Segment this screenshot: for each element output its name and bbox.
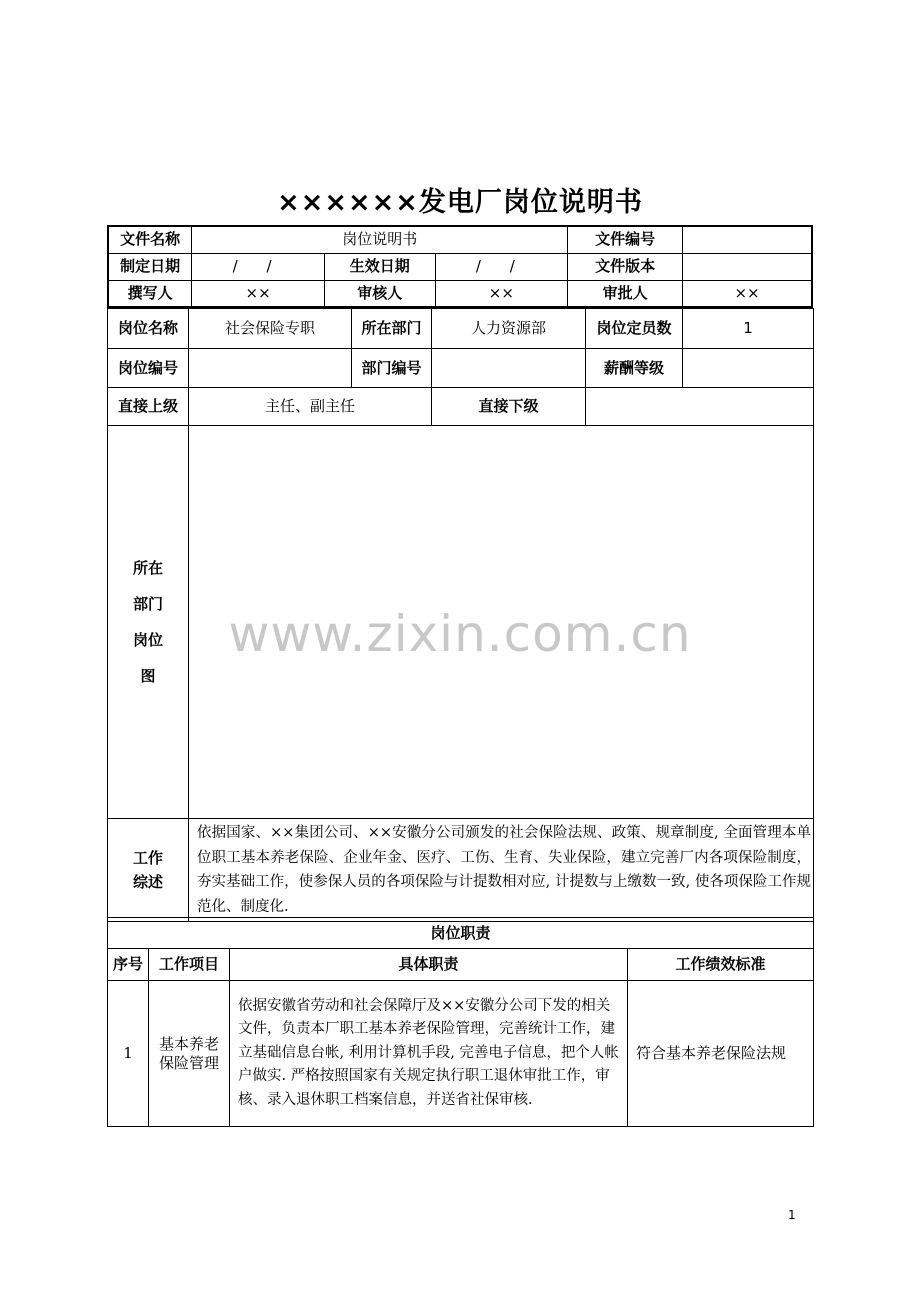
position-code-label: 岗位编号 (108, 349, 189, 388)
summary-text: 依据国家、××集团公司、××安徽分公司颁发的社会保险法规、政策、规章制度, 全面管理本单位职工基本养老保险、企业年金、医疗、工伤、生育、失业保险，建立完善厂内各项保险制度，夯实基础工作，使参保人员的各项保险与计提数相对应, 计提数与上缴数一致, 使各项保险工作规范化、制度化. (189, 819, 814, 922)
subordinate-value (586, 388, 814, 426)
salary-value (683, 349, 814, 388)
org-chart-label-line: 部门 (132, 595, 163, 613)
duties-table (107, 917, 814, 1127)
col-header-item: 工作项目 (149, 949, 230, 981)
row-item: 基本养老保险管理 (149, 981, 230, 1127)
effective-date-value: / / (435, 253, 568, 280)
org-chart-label-line: 岗位 (132, 631, 163, 649)
position-name-value: 社会保险专职 (189, 309, 352, 349)
row-detail: 依据安徽省劳动和社会保障厅及××安徽分公司下发的相关文件，负责本厂职工基本养老保险管理，完善统计工作，建立基础信息台帐, 利用计算机手段, 完善电子信息，把个人帐户做实. 严格按照国家有关规定执行职工退休审批工作，审核、录入退休职工档案信息，并送省社保审核. (230, 981, 628, 1127)
watermark: www.zixin.com.cn (228, 605, 692, 663)
org-chart-label (108, 426, 189, 819)
position-code-value (189, 349, 352, 388)
writer-value: ×× (192, 280, 325, 307)
version-label: 文件版本 (568, 253, 683, 280)
summary-label (108, 819, 189, 922)
dept-label: 所在部门 (352, 309, 432, 349)
dept-code-label: 部门编号 (352, 349, 432, 388)
row-standard: 符合基本养老保险法规 (628, 981, 814, 1127)
superior-value: 主任、副主任 (189, 388, 432, 426)
col-header-no: 序号 (108, 949, 149, 981)
dept-value: 人力资源部 (432, 309, 586, 349)
document-title: ××××××发电厂岗位说明书 (277, 187, 643, 218)
made-date-value: / / (192, 253, 325, 280)
col-header-detail: 具体职责 (230, 949, 628, 981)
version-value (683, 253, 812, 280)
dept-code-value (432, 349, 586, 388)
approver-label: 审批人 (568, 280, 683, 307)
reviewer-label: 审核人 (324, 280, 435, 307)
salary-label: 薪酬等级 (586, 349, 683, 388)
reviewer-value: ×× (435, 280, 568, 307)
page-number: 1 (788, 1208, 796, 1222)
superior-label: 直接上级 (108, 388, 189, 426)
file-name-value: 岗位说明书 (192, 226, 568, 253)
file-name-label: 文件名称 (108, 226, 192, 253)
writer-label: 撰写人 (108, 280, 192, 307)
row-no: 1 (108, 981, 149, 1127)
position-name-label: 岗位名称 (108, 309, 189, 349)
subordinate-label: 直接下级 (432, 388, 586, 426)
summary-label-line: 综述 (132, 873, 163, 891)
duties-section-title: 岗位职责 (108, 918, 814, 949)
file-no-label: 文件编号 (568, 226, 683, 253)
effective-date-label: 生效日期 (324, 253, 435, 280)
org-chart-label-line: 所在 (132, 559, 163, 577)
org-chart-label-line: 图 (140, 667, 156, 685)
made-date-label: 制定日期 (108, 253, 192, 280)
file-info-table (107, 225, 813, 308)
headcount-label: 岗位定员数 (586, 309, 683, 349)
summary-label-line: 工作 (132, 849, 163, 867)
file-no-value (683, 226, 812, 253)
table-row (108, 981, 814, 1127)
col-header-standard: 工作绩效标准 (628, 949, 814, 981)
approver-value: ×× (683, 280, 812, 307)
position-info-table (107, 308, 814, 922)
headcount-value: 1 (683, 309, 814, 349)
org-chart-area (189, 426, 814, 819)
